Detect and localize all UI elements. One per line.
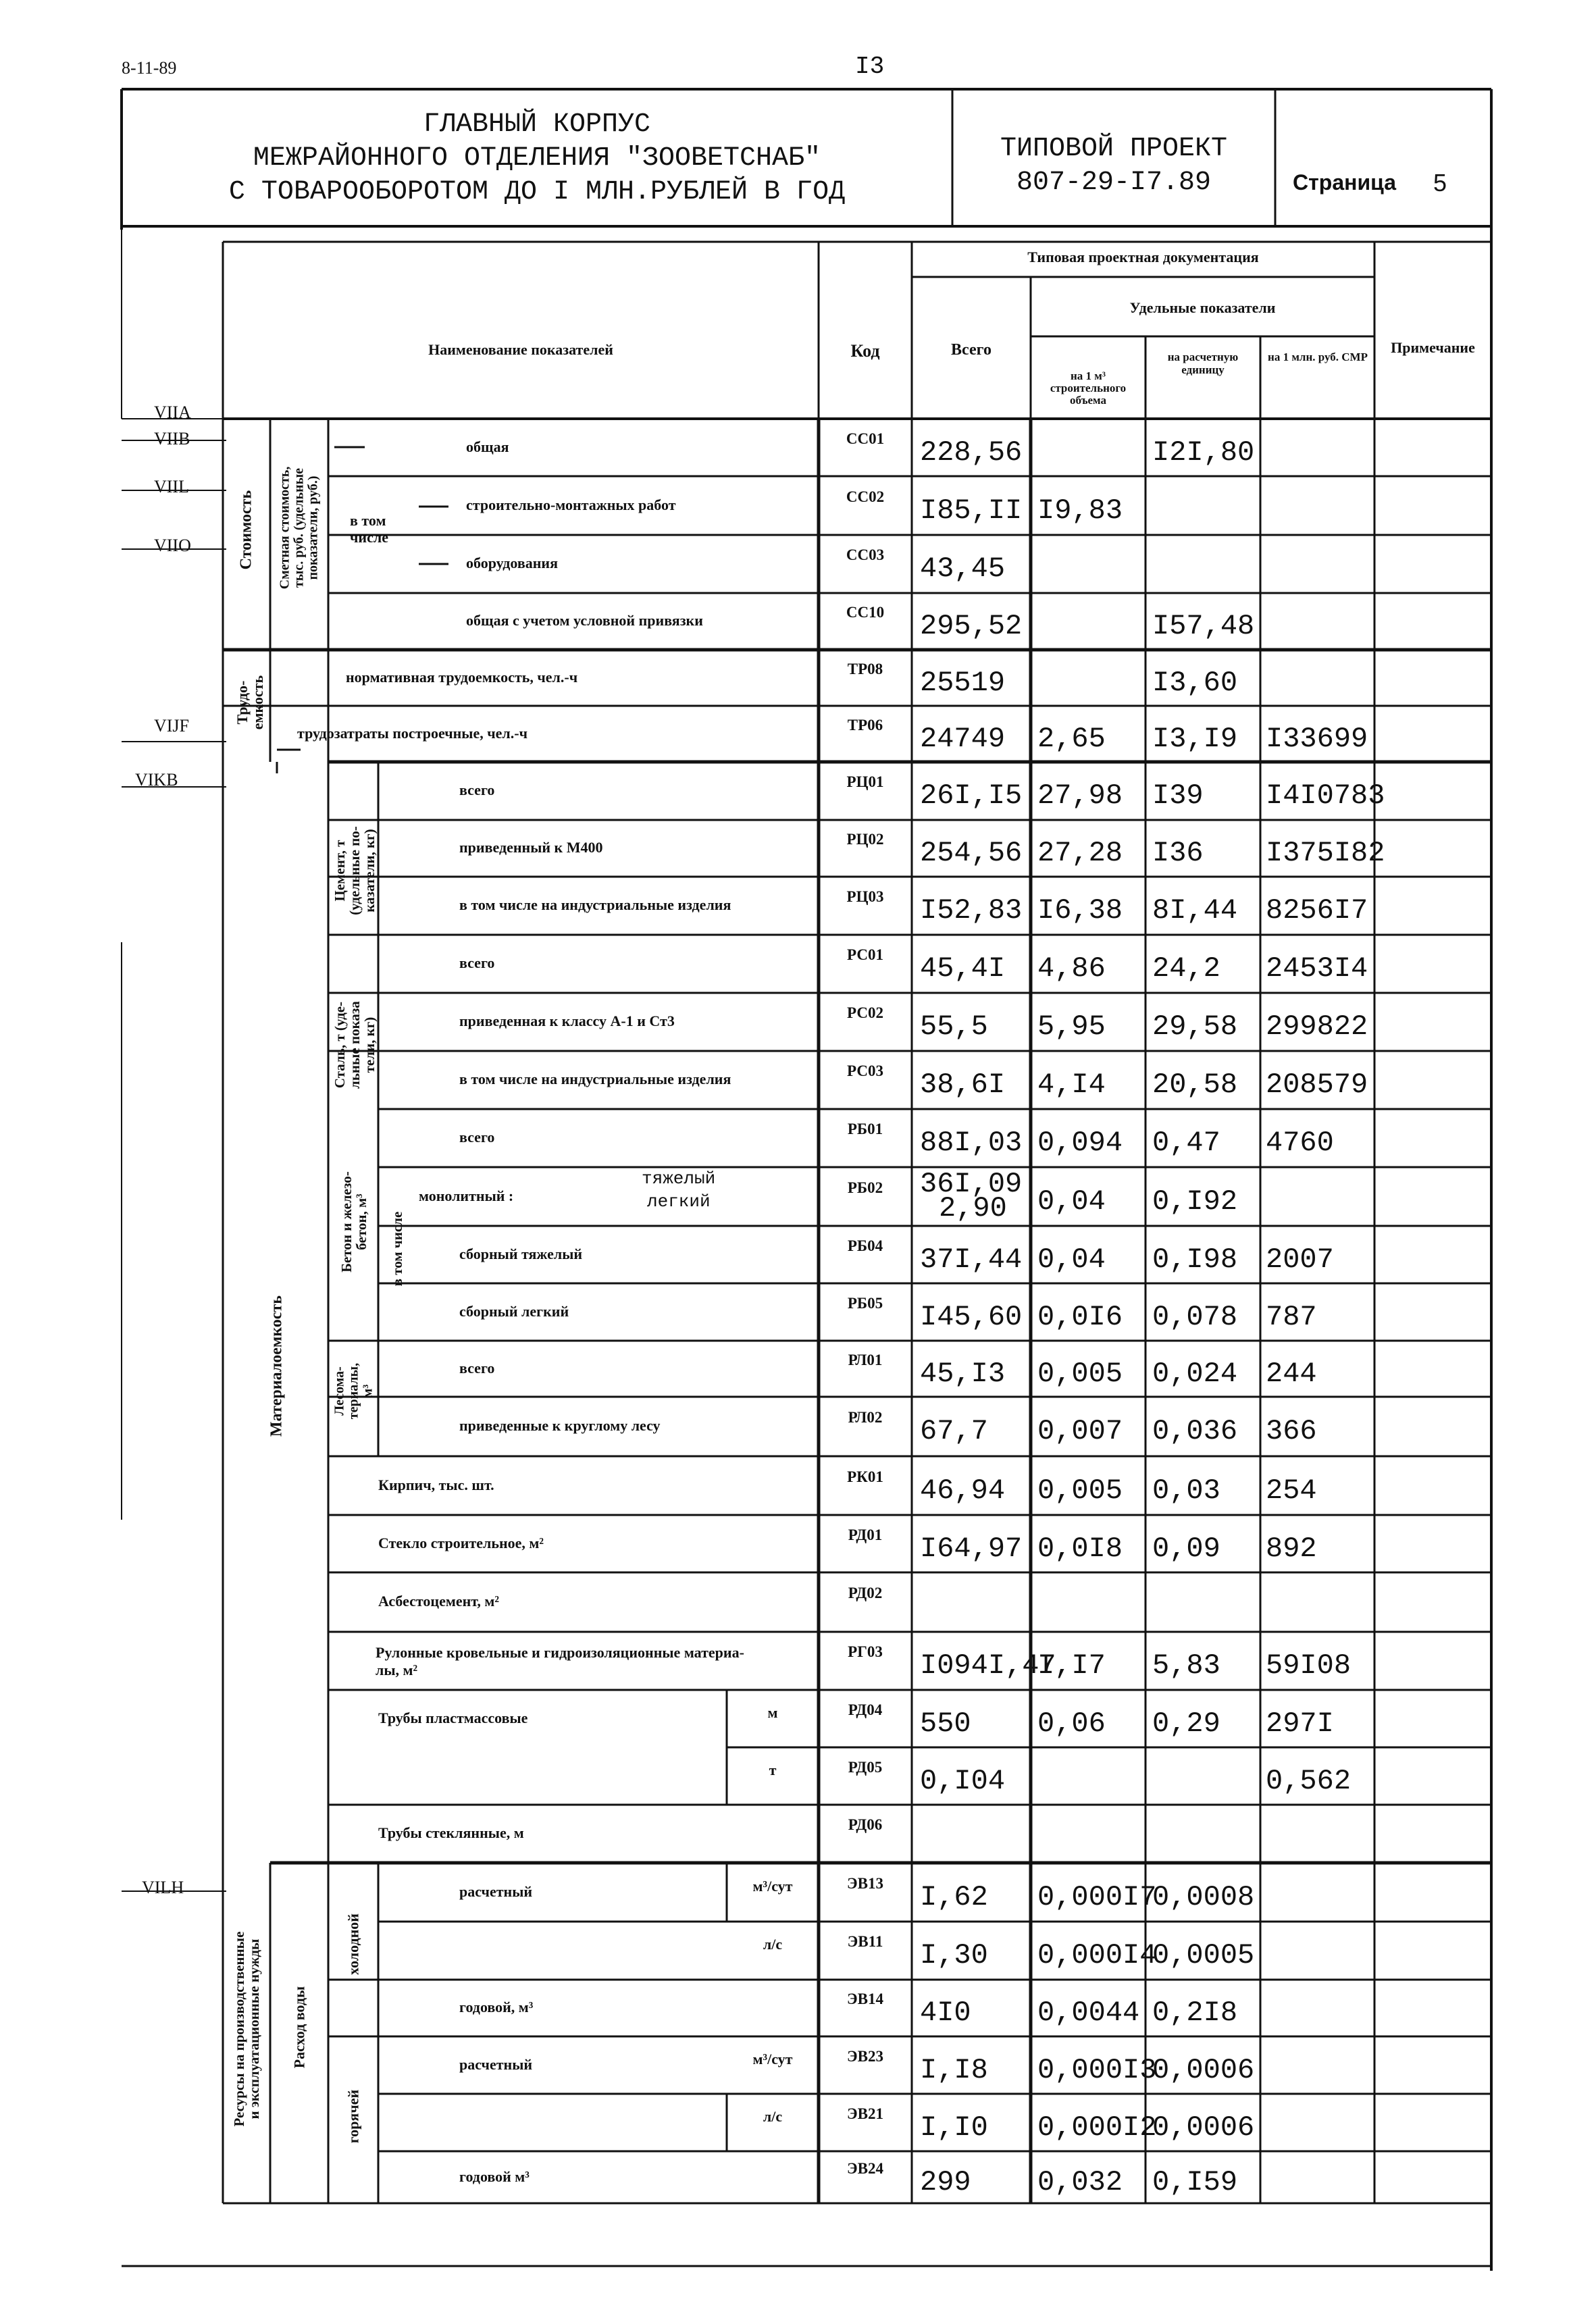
- row-code: РД01: [848, 1526, 883, 1543]
- row-per-mln: 299822: [1266, 1010, 1368, 1043]
- row-unit-label: м: [767, 1703, 778, 1721]
- row-total: 4I0: [920, 1997, 971, 2029]
- group-steel-line: льные показа: [346, 1001, 363, 1089]
- group-labor-line: емкость: [249, 675, 266, 730]
- row-name: расчетный: [459, 1882, 533, 1900]
- row-per-mln: 297I: [1266, 1707, 1334, 1740]
- row-per-m3: I,I7: [1037, 1649, 1106, 1682]
- row-per-unit: 0,2I8: [1152, 1997, 1238, 2029]
- row-name: приведенная к классу А-1 и Ст3: [459, 1012, 675, 1029]
- row-per-unit: 0,0008: [1152, 1880, 1255, 1913]
- row-total: 26I,I5: [920, 779, 1023, 812]
- row-code: ТР06: [847, 716, 883, 734]
- row-total: 36I,09: [920, 1168, 1023, 1200]
- row-subname: тяжелый: [642, 1168, 716, 1189]
- project-code: 807-29-I7.89: [1016, 168, 1212, 198]
- row-unit-label: т: [769, 1761, 777, 1778]
- row-unit-label: л/с: [763, 1936, 783, 1953]
- row-per-unit: 0,I98: [1152, 1243, 1238, 1276]
- group-concrete: [339, 1141, 369, 1303]
- title-line-1: ГЛАВНЫЙ КОРПУС: [423, 109, 651, 140]
- col-header-note: Примечание: [1391, 339, 1475, 356]
- margin-marker: VIIA: [154, 403, 191, 422]
- row-per-mln: 4760: [1266, 1127, 1334, 1159]
- row-name: Асбестоцемент, м²: [378, 1593, 499, 1610]
- row-code: ЭВ24: [847, 2159, 883, 2177]
- group-cost-sub-line: тыс. руб. (удельные: [291, 467, 307, 588]
- row-name: всего: [459, 1129, 495, 1146]
- row-per-m3: 0,0I6: [1037, 1300, 1123, 1333]
- row-total: I64,97: [920, 1532, 1023, 1565]
- row-code: ЭВ23: [847, 2047, 883, 2065]
- row-per-m3: 0,094: [1037, 1127, 1123, 1159]
- row-code: РС03: [847, 1062, 883, 1079]
- row-per-m3: 0,007: [1037, 1415, 1123, 1447]
- row-per-mln: 892: [1266, 1532, 1317, 1565]
- row-per-m3: 27,98: [1037, 779, 1123, 812]
- row-code: РД04: [848, 1701, 883, 1718]
- row-total: I85,II: [920, 494, 1023, 527]
- col-header-per-m3: на 1 м³ строительного объема: [1050, 369, 1127, 407]
- col-header-specific: Удельные показатели: [1129, 299, 1276, 316]
- group-cement-line: казатели, кг): [361, 829, 378, 912]
- row-total-2: 2,90: [939, 1192, 1007, 1225]
- row-code: СС01: [846, 430, 885, 447]
- row-code: РГ03: [848, 1643, 883, 1660]
- row-per-m3: 2,65: [1037, 722, 1106, 755]
- margin-marker: VIIB: [154, 429, 190, 448]
- cost-incl-line: числе: [350, 529, 388, 546]
- col-header-code: Код: [850, 341, 880, 361]
- group-resources-line: и эксплуатационные нужды: [246, 1938, 262, 2119]
- row-unit-label: м³/сут: [752, 1877, 793, 1895]
- row-per-unit: 24,2: [1152, 952, 1220, 985]
- group-steel: [332, 964, 377, 1126]
- row-total: I094I,47: [920, 1649, 1056, 1682]
- row-per-m3: 0,04: [1037, 1243, 1106, 1276]
- row-per-m3: 27,28: [1037, 837, 1123, 869]
- row-per-unit: 0,I92: [1152, 1185, 1238, 1218]
- row-per-mln: 8256I7: [1266, 894, 1368, 927]
- group-steel-line: тели, кг): [361, 1017, 378, 1073]
- group-lumber-line: м³: [360, 1384, 376, 1398]
- row-per-unit: 0,0006: [1152, 2053, 1255, 2086]
- row-name: всего: [459, 781, 495, 798]
- row-name: общая с учетом условной привязки: [466, 612, 703, 629]
- row-per-unit: I39: [1152, 779, 1204, 812]
- row-per-m3: I9,83: [1037, 494, 1123, 527]
- margin-marker: VIIL: [154, 477, 189, 496]
- row-name: общая: [466, 438, 509, 455]
- row-per-m3: I6,38: [1037, 894, 1123, 927]
- row-unit-label: л/с: [763, 2107, 783, 2125]
- row-total: 24749: [920, 722, 1006, 755]
- row-code: ЭВ21: [847, 2105, 883, 2122]
- page-number: 5: [1433, 169, 1447, 197]
- row-code: РД06: [848, 1816, 883, 1833]
- row-per-m3: 0,000I7: [1037, 1880, 1157, 1913]
- row-name: расчетный: [459, 2055, 533, 2073]
- group-concrete-line: Бетон и железо-: [338, 1171, 355, 1272]
- group-water: Расход воды: [290, 1986, 308, 2069]
- group-concrete-line: бетон, м³: [353, 1193, 369, 1250]
- row-per-m3: 0,06: [1037, 1707, 1106, 1740]
- title-line-3: С ТОВАРООБОРОТОМ ДО I МЛН.РУБЛЕЙ В ГОД: [228, 177, 846, 207]
- row-unit-label: м³/сут: [752, 2050, 793, 2067]
- row-total: I45,60: [920, 1300, 1023, 1333]
- row-total: 299: [920, 2165, 971, 2199]
- row-name: оборудования: [466, 555, 558, 571]
- row-per-m3: 5,95: [1037, 1010, 1106, 1043]
- row-name: строительно-монтажных работ: [466, 496, 676, 513]
- row-name: в том числе на индустриальные изделия: [459, 1071, 731, 1087]
- row-per-unit: I3,I9: [1152, 722, 1238, 755]
- project-block: [952, 132, 1275, 200]
- row-total: I52,83: [920, 894, 1023, 927]
- row-per-m3: 0,000I4: [1037, 1939, 1157, 1972]
- row-name: Кирпич, тыс. шт.: [378, 1476, 494, 1493]
- margin-marker: VILH: [142, 1878, 184, 1897]
- row-total: 67,7: [920, 1415, 988, 1447]
- col-header-per-mln: на 1 млн. руб. СМР: [1268, 351, 1368, 363]
- group-lumber-line: териалы,: [346, 1362, 361, 1420]
- row-code: РБ04: [847, 1237, 883, 1254]
- cost-incl-label: [350, 512, 397, 546]
- row-per-unit: 0,09: [1152, 1532, 1220, 1565]
- row-per-mln: I4I0783: [1266, 779, 1385, 812]
- group-concrete-incl: в том числе: [388, 1211, 405, 1287]
- row-total: 550: [920, 1707, 971, 1740]
- group-cement-line: Цемент, т: [331, 840, 348, 902]
- group-resources: [232, 1894, 261, 2164]
- row-per-m3: 0,0I8: [1037, 1532, 1123, 1565]
- group-material: Материалоемкость: [267, 1295, 286, 1437]
- row-total: 43,45: [920, 552, 1006, 585]
- group-cold: холодной: [344, 1913, 362, 1976]
- row-code: СС02: [846, 488, 885, 505]
- row-per-m3: 0,032: [1037, 2165, 1123, 2199]
- row-per-unit: 0,47: [1152, 1127, 1220, 1159]
- row-per-unit: I57,48: [1152, 610, 1255, 642]
- row-code: ЭВ13: [847, 1874, 883, 1892]
- row-total: 88I,03: [920, 1127, 1023, 1159]
- row-code: РЦ03: [846, 888, 884, 905]
- row-per-unit: 0,078: [1152, 1300, 1238, 1333]
- margin-marker: VIJF: [154, 716, 190, 736]
- row-per-unit: I2I,80: [1152, 436, 1255, 469]
- row-per-unit: 8I,44: [1152, 894, 1238, 927]
- group-cost-sub-line: показатели, руб.): [305, 475, 321, 580]
- row-per-unit: 5,83: [1152, 1649, 1220, 1682]
- row-per-mln: I375I82: [1266, 837, 1385, 869]
- row-per-unit: 20,58: [1152, 1069, 1238, 1101]
- group-labor-line: Трудо-: [233, 680, 251, 725]
- row-per-mln: 244: [1266, 1357, 1317, 1390]
- row-name: приведенный к М400: [459, 839, 603, 856]
- row-per-unit: 29,58: [1152, 1010, 1238, 1043]
- row-name: Трубы стеклянные, м: [378, 1824, 524, 1841]
- row-total: I,30: [920, 1939, 988, 1972]
- row-total: 37I,44: [920, 1243, 1023, 1276]
- row-code: СС03: [846, 546, 885, 563]
- row-code: РБ02: [847, 1179, 883, 1196]
- row-total: 228,56: [920, 436, 1023, 469]
- row-code: РК01: [847, 1468, 883, 1485]
- row-per-mln: 59I08: [1266, 1649, 1352, 1682]
- cost-incl-line: в том: [350, 512, 386, 529]
- row-name: монолитный :: [419, 1187, 514, 1204]
- row-code: РБ05: [847, 1294, 883, 1312]
- document-title: [135, 108, 939, 209]
- row-code: ЭВ11: [847, 1933, 883, 1950]
- row-code: РЛ02: [848, 1409, 883, 1426]
- row-name: годовой, м³: [459, 1999, 534, 2015]
- group-cement: [332, 793, 377, 948]
- row-per-m3: 0,04: [1037, 1185, 1106, 1218]
- row-name: сборный легкий: [459, 1302, 569, 1320]
- row-total: 254,56: [920, 837, 1023, 869]
- title-line-2: МЕЖРАЙОННОГО ОТДЕЛЕНИЯ "ЗООВЕТСНАБ": [253, 143, 821, 174]
- row-name: всего: [459, 1359, 495, 1377]
- row-per-unit: I3,60: [1152, 666, 1238, 699]
- row-total: 295,52: [920, 610, 1023, 642]
- row-per-mln: 2007: [1266, 1243, 1334, 1276]
- row-code: РД05: [848, 1758, 883, 1776]
- row-per-m3: 4,86: [1037, 952, 1106, 985]
- row-name: Трубы пластмассовые: [378, 1709, 528, 1726]
- row-name: Стекло строительное, м²: [378, 1534, 544, 1551]
- row-total: I,I0: [920, 2111, 988, 2144]
- row-code: ЭВ14: [847, 1990, 883, 2007]
- row-per-mln: 366: [1266, 1415, 1317, 1447]
- row-per-unit: 0,036: [1152, 1415, 1238, 1447]
- row-per-m3: 4,I4: [1037, 1069, 1106, 1101]
- row-total: 0,I04: [920, 1764, 1006, 1797]
- row-code: РД02: [848, 1585, 883, 1601]
- row-total: I,I8: [920, 2053, 988, 2086]
- row-name: приведенные к круглому лесу: [459, 1417, 661, 1434]
- row-per-unit: 0,29: [1152, 1707, 1220, 1740]
- row-code: РЦ01: [846, 773, 884, 790]
- sheet-number: I3: [855, 53, 885, 80]
- col-header-total: Всего: [951, 341, 992, 359]
- row-per-mln: I33699: [1266, 722, 1368, 755]
- group-cement-line: (удельные по-: [346, 826, 363, 915]
- row-per-mln: 787: [1266, 1300, 1317, 1333]
- row-code: РС01: [847, 946, 883, 963]
- row-total: 55,5: [920, 1010, 988, 1043]
- row-code: РБ01: [847, 1121, 883, 1137]
- group-labor: [234, 645, 265, 760]
- row-per-m3: 0,000I3: [1037, 2053, 1157, 2086]
- row-code: РС02: [847, 1004, 883, 1021]
- margin-marker: VIKB: [135, 770, 178, 790]
- row-name: сборный тяжелый: [459, 1245, 583, 1262]
- row-per-m3: 0,0044: [1037, 1997, 1140, 2029]
- row-name: годовой м³: [459, 2167, 530, 2185]
- row-per-unit: 0,0006: [1152, 2111, 1255, 2144]
- row-code: РЛ01: [848, 1351, 883, 1368]
- row-name: трудозатраты построечные, чел.-ч: [297, 724, 527, 742]
- row-name-cont: лы, м²: [376, 1662, 418, 1678]
- row-total: 38,6I: [920, 1069, 1006, 1101]
- group-lumber-line: Лесома-: [332, 1366, 347, 1416]
- row-per-unit: 0,I59: [1152, 2165, 1238, 2199]
- group-cost-sub-line: Сметная стоимость,: [277, 466, 292, 590]
- group-cost: Стоимость: [237, 490, 255, 570]
- row-per-m3: 0,005: [1037, 1357, 1123, 1390]
- margin-marker: VIIO: [154, 536, 191, 555]
- row-per-m3: 0,000I2: [1037, 2111, 1157, 2144]
- col-header-name: Наименование показателей: [428, 341, 613, 358]
- row-name: Рулонные кровельные и гидроизоляционные материа-: [376, 1644, 744, 1661]
- row-per-unit: 0,0005: [1152, 1939, 1255, 1972]
- group-steel-line: Сталь, т (уде-: [331, 1001, 348, 1089]
- row-total: I,62: [920, 1880, 988, 1913]
- group-lumber: [333, 1334, 376, 1449]
- row-total: 46,94: [920, 1474, 1006, 1507]
- row-per-mln: 208579: [1266, 1069, 1368, 1101]
- row-subname: легкий: [647, 1191, 711, 1212]
- document-date: 8-11-89: [122, 58, 177, 78]
- row-per-unit: I36: [1152, 837, 1204, 869]
- row-total: 45,4I: [920, 952, 1006, 985]
- row-per-mln: 0,562: [1266, 1764, 1352, 1797]
- group-cost-sub: [278, 427, 321, 629]
- row-name: нормативная трудоемкость, чел.-ч: [346, 668, 578, 686]
- row-per-unit: 0,024: [1152, 1357, 1238, 1390]
- col-header-typical: Типовая проектная документация: [1027, 249, 1259, 265]
- group-hot: горячей: [344, 2089, 362, 2144]
- row-total: 25519: [920, 666, 1006, 699]
- row-total: 45,I3: [920, 1357, 1006, 1390]
- col-header-per-unit: на расчетную единицу: [1167, 351, 1239, 376]
- row-code: РЦ02: [846, 831, 884, 848]
- row-per-m3: 0,005: [1037, 1474, 1123, 1507]
- project-label: ТИПОВОЙ ПРОЕКТ: [1000, 134, 1228, 164]
- row-per-unit: 0,03: [1152, 1474, 1220, 1507]
- row-code: ТР08: [847, 660, 883, 677]
- row-per-mln: 254: [1266, 1474, 1317, 1507]
- row-per-mln: 2453I4: [1266, 952, 1368, 985]
- row-name: в том числе на индустриальные изделия: [459, 896, 731, 913]
- row-code: СС10: [846, 604, 885, 621]
- group-resources-line: Ресурсы на производственные: [230, 1931, 247, 2127]
- page-label: Страница: [1293, 170, 1396, 195]
- row-name: всего: [459, 954, 495, 971]
